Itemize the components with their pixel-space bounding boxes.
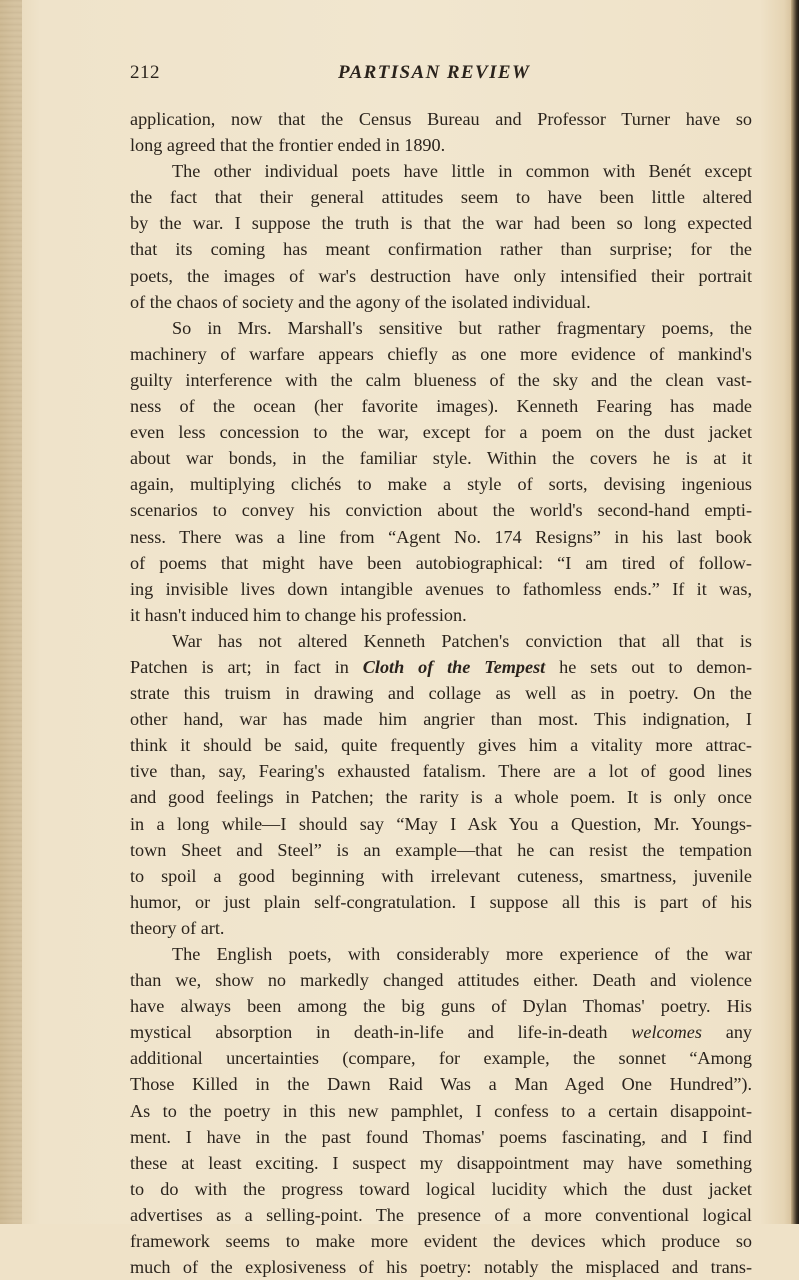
text-line: even less concession to the war, except for a poem on the dust jacket — [130, 422, 752, 443]
text-line: other hand, war has made him angrier than most. This indignation, I — [130, 709, 752, 730]
text-line: The other individual poets have little in common with Benét except — [172, 161, 752, 182]
text-line: town Sheet and Steel” is an example—that he can resist the tempation — [130, 839, 752, 860]
text-line: in a long while—I should say “May I Ask You a Question, Mr. Youngs- — [130, 813, 752, 834]
text-line: ness of the ocean (her favorite images). Kenneth Fearing has made — [130, 396, 752, 417]
text-line: to spoil a good beginning with irrelevant cuteness, smartness, juvenile — [130, 865, 752, 886]
text-line: War has not altered Kenneth Patchen's conviction that all that is — [172, 630, 752, 651]
text-line: long agreed that the frontier ended in 1890. — [130, 135, 446, 156]
text-line: think it should be said, quite frequently gives him a vitality more attrac- — [130, 735, 752, 756]
text-line — [130, 654, 752, 680]
text-line: have always been among the big guns of Dylan Thomas' poetry. His — [130, 996, 752, 1017]
text-line: guilty interference with the calm blueness of the sky and the clean vast- — [130, 369, 752, 390]
text-line: scenarios to convey his conviction about the world's second-hand empti- — [130, 500, 752, 521]
page-header — [130, 62, 750, 92]
text-line: additional uncertainties (compare, for example, the sonnet “Among — [130, 1048, 752, 1069]
emphasis-welcomes: welcomes — [631, 1022, 702, 1043]
text-line: than we, show no markedly changed attitudes either. Death and violence — [130, 970, 752, 991]
text-line: that its coming has meant confirmation rather than surprise; for the — [130, 239, 752, 260]
book-title-cloth-of-the-tempest: Cloth of the Tempest — [362, 656, 546, 677]
page-binding-shadow — [0, 0, 22, 1224]
text-line: framework seems to make more evident the devices which produce so — [130, 1231, 752, 1252]
text-line: and good feelings in Patchen; the rarity is a whole poem. It is only once — [130, 787, 752, 808]
text-segment: mystical absorption in death-in-life and life-in-death — [130, 1022, 608, 1043]
text-line: by the war. I suppose the truth is that the war had been so long expected — [130, 213, 752, 234]
text-line: humor, or just plain self-congratulation. I suppose all this is part of his — [130, 891, 752, 912]
page-edge — [791, 0, 799, 1224]
text-line: strate this truism in drawing and collage as well as in poetry. On the — [130, 683, 752, 704]
text-line: it hasn't induced him to change his profession. — [130, 604, 467, 625]
text-segment: he sets out to demon- — [559, 656, 753, 677]
text-line: poets, the images of war's destruction have only intensified their portrait — [130, 265, 752, 286]
text-line: of the chaos of society and the agony of the isolated individual. — [130, 291, 591, 312]
text-line: theory of art. — [130, 917, 225, 938]
text-line: to do with the progress toward logical lucidity which the dust jacket — [130, 1178, 752, 1199]
text-line: about war bonds, in the familiar style. Within the covers he is at it — [130, 448, 752, 469]
text-line — [130, 1019, 752, 1045]
text-segment: Patchen is art; in fact in — [130, 656, 349, 677]
text-segment: any — [725, 1022, 753, 1043]
text-line: As to the poetry in this new pamphlet, I confess to a certain disappoint- — [130, 1100, 752, 1121]
text-line: of poems that might have been autobiographical: “I am tired of follow- — [130, 552, 752, 573]
text-line: ment. I have in the past found Thomas' poems fascinating, and I find — [130, 1126, 752, 1147]
text-line: again, multiplying clichés to make a style of sorts, devising ingenious — [130, 474, 752, 495]
text-line: Those Killed in the Dawn Raid Was a Man Aged One Hundred”). — [130, 1074, 752, 1095]
text-line: tive than, say, Fearing's exhausted fatalism. There are a lot of good lines — [130, 761, 752, 782]
page-number: 212 — [130, 62, 160, 83]
text-line: machinery of warfare appears chiefly as one more evidence of mankind's — [130, 343, 752, 364]
text-line: The English poets, with considerably more experience of the war — [172, 944, 752, 964]
text-line: ing invisible lives down intangible avenues to fathomless ends.” If it was, — [130, 578, 752, 599]
article-body — [130, 106, 752, 1280]
text-line: advertises as a selling-point. The presence of a more conventional logical — [130, 1204, 752, 1225]
text-line: the fact that their general attitudes seem to have been little altered — [130, 187, 752, 208]
text-line: So in Mrs. Marshall's sensitive but rather fragmentary poems, the — [172, 317, 752, 338]
text-line: ness. There was a line from “Agent No. 174 Resigns” in his last book — [130, 526, 752, 547]
text-line: these at least exciting. I suspect my disappointment may have something — [130, 1152, 752, 1173]
text-line: much of the explosiveness of his poetry: notably the misplaced and trans- — [130, 1257, 752, 1278]
text-line: application, now that the Census Bureau and Professor Turner have so — [130, 109, 752, 129]
running-head-title: PARTISAN REVIEW — [338, 62, 531, 83]
